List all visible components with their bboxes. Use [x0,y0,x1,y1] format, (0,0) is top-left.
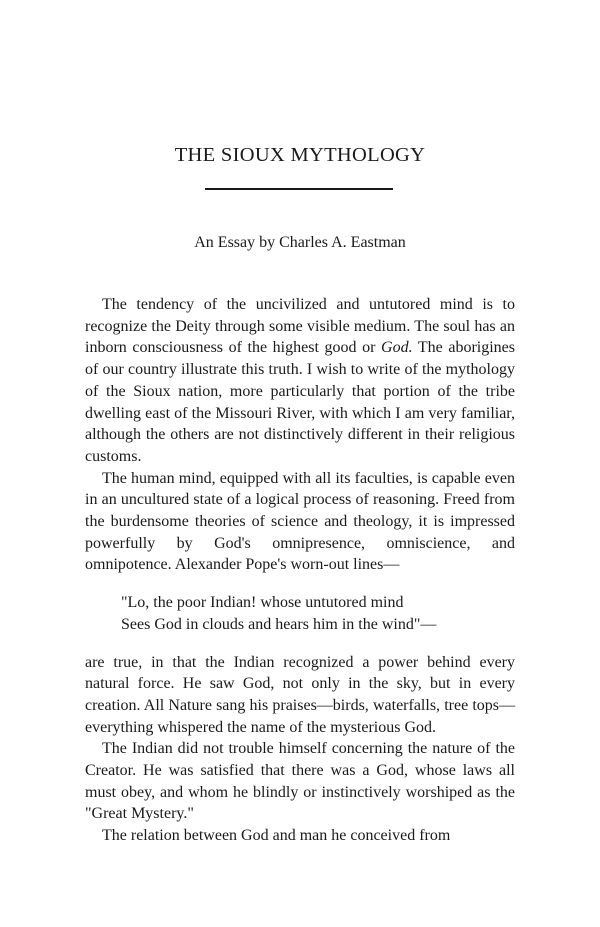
title-divider [205,188,393,190]
paragraph-4: The Indian did not trouble himself concerning the nature of the Creator. He was satisfied that there was a God, whose laws all must obey, and whom he blindly or instinctively worshiped as the "Great Mystery." [85,740,515,823]
paragraph-2: The human mind, equipped with all its faculties, is capable even in an uncultured state of a logical process of reasoning. Freed from the burdensome theories of science and theology, it is impressed powerfully by God's omnipresence, omniscience, and omnipotence. Alexander Pope's worn-out lines— [85,469,515,574]
paragraph-3: are true, in that the Indian recognized a power behind every natural force. He saw God, not only in the sky, but in every creation. All Nature sang his praises—birds, waterfalls, tree tops—everything whispered the name of the mysterious God. [85,653,515,736]
byline: An Essay by Charles A. Eastman [194,234,406,251]
paragraph-1-part-b: The aborigines of our country illustrate this truth. I wish to write of the mythology of the Sioux nation, more particularly that portion of the tribe dwelling east of the Missouri River, with which I am very familiar, although the others are not distinctively different in their religious customs. [85,339,515,465]
verse-line-1: "Lo, the poor Indian! whose untutored mind [121,594,404,612]
body-text [85,294,515,847]
paragraph-1 [85,294,515,468]
chapter-title: THE SIOUX MYTHOLOGY [174,144,426,166]
paragraph-1-part-a: The tendency of the uncivilized and untutored mind is to recognize the Deity through some visible medium. The soul has an inborn consciousness of the highest good or [85,296,515,357]
paragraph-1-emphasis: God. [381,339,413,357]
verse-quote [121,592,515,635]
verse-line-2: Sees God in clouds and hears him in the wind"— [121,615,437,633]
paragraph-5: The relation between God and man he conceived from [102,827,451,845]
